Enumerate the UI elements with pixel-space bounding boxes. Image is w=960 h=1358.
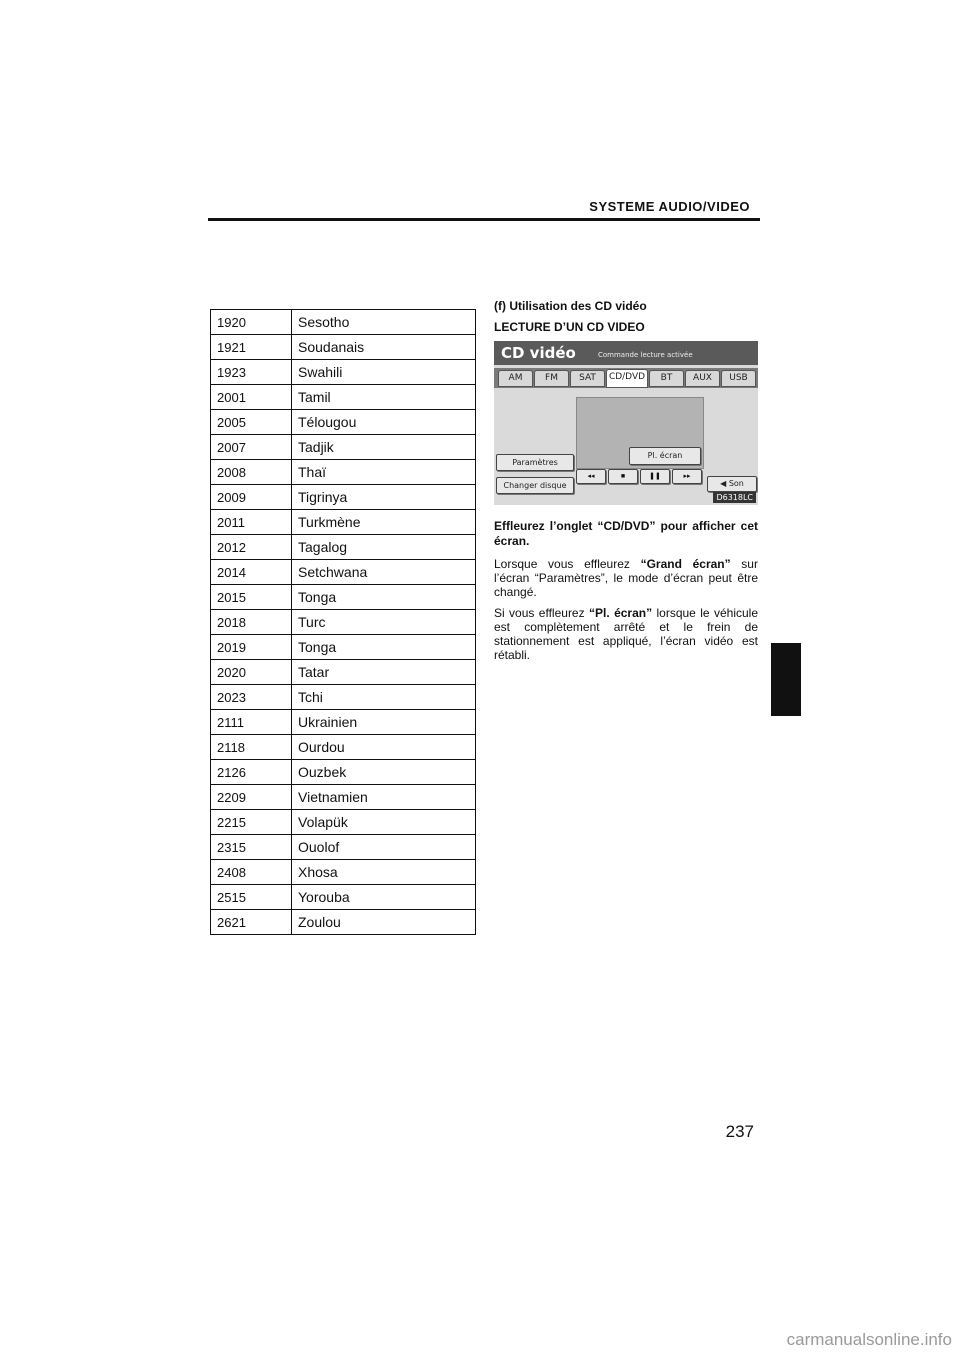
table-row xyxy=(211,510,476,535)
section-header-title: SYSTEME AUDIO/VIDEO xyxy=(589,199,750,214)
table-row xyxy=(211,635,476,660)
language-name-cell: Swahili xyxy=(292,360,476,385)
p1-text-after: sur l’écran “Paramètres”, le mode d’écran peut être changé. xyxy=(494,557,758,599)
language-name-cell: Thaï xyxy=(292,460,476,485)
table-row xyxy=(211,785,476,810)
tab-am[interactable]: AM xyxy=(498,370,533,387)
cd-video-screen-illustration xyxy=(494,341,758,505)
table-row xyxy=(211,585,476,610)
language-name-cell: Tadjik xyxy=(292,435,476,460)
chapter-side-tab xyxy=(771,643,801,716)
table-row xyxy=(211,535,476,560)
table-row xyxy=(211,810,476,835)
instruction-lead: Effleurez l’onglet “CD/DVD” pour afficher cet écran. xyxy=(494,519,758,548)
language-code-cell: 2019 xyxy=(211,635,292,660)
language-name-cell: Volapük xyxy=(292,810,476,835)
table-row xyxy=(211,660,476,685)
language-code-cell: 2011 xyxy=(211,510,292,535)
language-code-cell: 2009 xyxy=(211,485,292,510)
language-name-cell: Soudanais xyxy=(292,335,476,360)
language-name-cell: Xhosa xyxy=(292,860,476,885)
changer-disque-button[interactable]: Changer disque xyxy=(496,477,574,494)
language-name-cell: Tatar xyxy=(292,660,476,685)
language-code-cell: 2515 xyxy=(211,885,292,910)
table-row xyxy=(211,910,476,935)
language-code-cell: 2015 xyxy=(211,585,292,610)
language-code-cell: 2126 xyxy=(211,760,292,785)
stop-button[interactable]: ■ xyxy=(608,469,638,484)
language-code-cell: 2215 xyxy=(211,810,292,835)
table-row xyxy=(211,435,476,460)
rewind-button[interactable]: ◂◂ xyxy=(576,469,606,484)
language-name-cell: Ukrainien xyxy=(292,710,476,735)
speaker-icon: ◀ xyxy=(720,479,727,488)
language-name-cell: Turc xyxy=(292,610,476,635)
language-name-cell: Tchi xyxy=(292,685,476,710)
table-row xyxy=(211,460,476,485)
instruction-paragraph-1 xyxy=(494,557,758,599)
language-code-cell: 1923 xyxy=(211,360,292,385)
table-row xyxy=(211,685,476,710)
tab-usb[interactable]: USB xyxy=(721,370,756,387)
language-name-cell: Turkmène xyxy=(292,510,476,535)
table-row xyxy=(211,885,476,910)
table-row xyxy=(211,735,476,760)
son-button-label: Son xyxy=(728,479,744,488)
table-row xyxy=(211,835,476,860)
language-name-cell: Tigrinya xyxy=(292,485,476,510)
pl-ecran-button[interactable]: Pl. écran xyxy=(629,447,701,465)
language-name-cell: Setchwana xyxy=(292,560,476,585)
language-code-cell: 2001 xyxy=(211,385,292,410)
tab-aux[interactable]: AUX xyxy=(685,370,720,387)
parametres-button[interactable]: Paramètres xyxy=(496,454,574,471)
right-column xyxy=(494,299,758,669)
table-row xyxy=(211,410,476,435)
language-code-cell: 2018 xyxy=(211,610,292,635)
language-code-cell: 2007 xyxy=(211,435,292,460)
language-code-cell: 2111 xyxy=(211,710,292,735)
tab-cd-dvd[interactable]: CD/DVD xyxy=(606,369,648,388)
language-code-cell: 1921 xyxy=(211,335,292,360)
table-row xyxy=(211,860,476,885)
language-name-cell: Ouzbek xyxy=(292,760,476,785)
language-name-cell: Ouolof xyxy=(292,835,476,860)
tab-fm[interactable]: FM xyxy=(534,370,569,387)
language-name-cell: Ourdou xyxy=(292,735,476,760)
tab-bt[interactable]: BT xyxy=(649,370,684,387)
table-row xyxy=(211,310,476,335)
language-name-cell: Tagalog xyxy=(292,535,476,560)
table-row xyxy=(211,485,476,510)
p2-text-before: Si vous effleurez xyxy=(494,606,590,620)
p2-bold-term: “Pl. écran” xyxy=(589,606,653,620)
language-name-cell: Télougou xyxy=(292,410,476,435)
language-code-cell: 2118 xyxy=(211,735,292,760)
table-row xyxy=(211,760,476,785)
table-row xyxy=(211,560,476,585)
language-name-cell: Vietnamien xyxy=(292,785,476,810)
p1-text-before: Lorsque vous effleurez xyxy=(494,557,641,571)
screen-status: Commande lecture activée xyxy=(598,351,693,359)
instruction-paragraph-2 xyxy=(494,606,758,662)
image-code-badge: D6318LC xyxy=(713,492,756,503)
screen-title: CD vidéo xyxy=(501,344,576,362)
language-name-cell: Tamil xyxy=(292,385,476,410)
language-name-cell: Tonga xyxy=(292,585,476,610)
language-name-cell: Sesotho xyxy=(292,310,476,335)
table-row xyxy=(211,335,476,360)
language-code-cell: 1920 xyxy=(211,310,292,335)
table-row xyxy=(211,360,476,385)
tab-sat[interactable]: SAT xyxy=(570,370,605,387)
table-row xyxy=(211,385,476,410)
son-button[interactable] xyxy=(707,476,757,492)
source-tabs xyxy=(494,368,758,388)
table-row xyxy=(211,610,476,635)
watermark: carmanualsonline.info xyxy=(786,1330,952,1349)
language-code-cell: 2005 xyxy=(211,410,292,435)
page-number: 237 xyxy=(725,1122,754,1141)
language-code-cell: 2014 xyxy=(211,560,292,585)
p2-text-after: lorsque le véhicule est complètement arrêté et le frein de stationnement est appliqué, l’écran vidéo est rétabli. xyxy=(494,606,759,662)
language-code-cell: 2012 xyxy=(211,535,292,560)
pause-button[interactable]: ❚❚ xyxy=(640,469,670,484)
table-row xyxy=(211,710,476,735)
section-title: (f) Utilisation des CD vidéo xyxy=(494,299,647,313)
language-code-cell: 2315 xyxy=(211,835,292,860)
section-subtitle: LECTURE D’UN CD VIDEO xyxy=(494,320,645,334)
language-code-cell: 2023 xyxy=(211,685,292,710)
header-rule xyxy=(208,218,760,221)
language-code-table xyxy=(210,309,476,935)
language-code-cell: 2408 xyxy=(211,860,292,885)
screen-title-bar xyxy=(494,341,758,365)
fast-forward-button[interactable]: ▸▸ xyxy=(672,469,702,484)
language-code-cell: 2621 xyxy=(211,910,292,935)
language-name-cell: Yorouba xyxy=(292,885,476,910)
p1-bold-term: “Grand écran” xyxy=(640,557,731,571)
language-code-cell: 2008 xyxy=(211,460,292,485)
language-name-cell: Zoulou xyxy=(292,910,476,935)
language-code-cell: 2020 xyxy=(211,660,292,685)
language-code-cell: 2209 xyxy=(211,785,292,810)
language-name-cell: Tonga xyxy=(292,635,476,660)
